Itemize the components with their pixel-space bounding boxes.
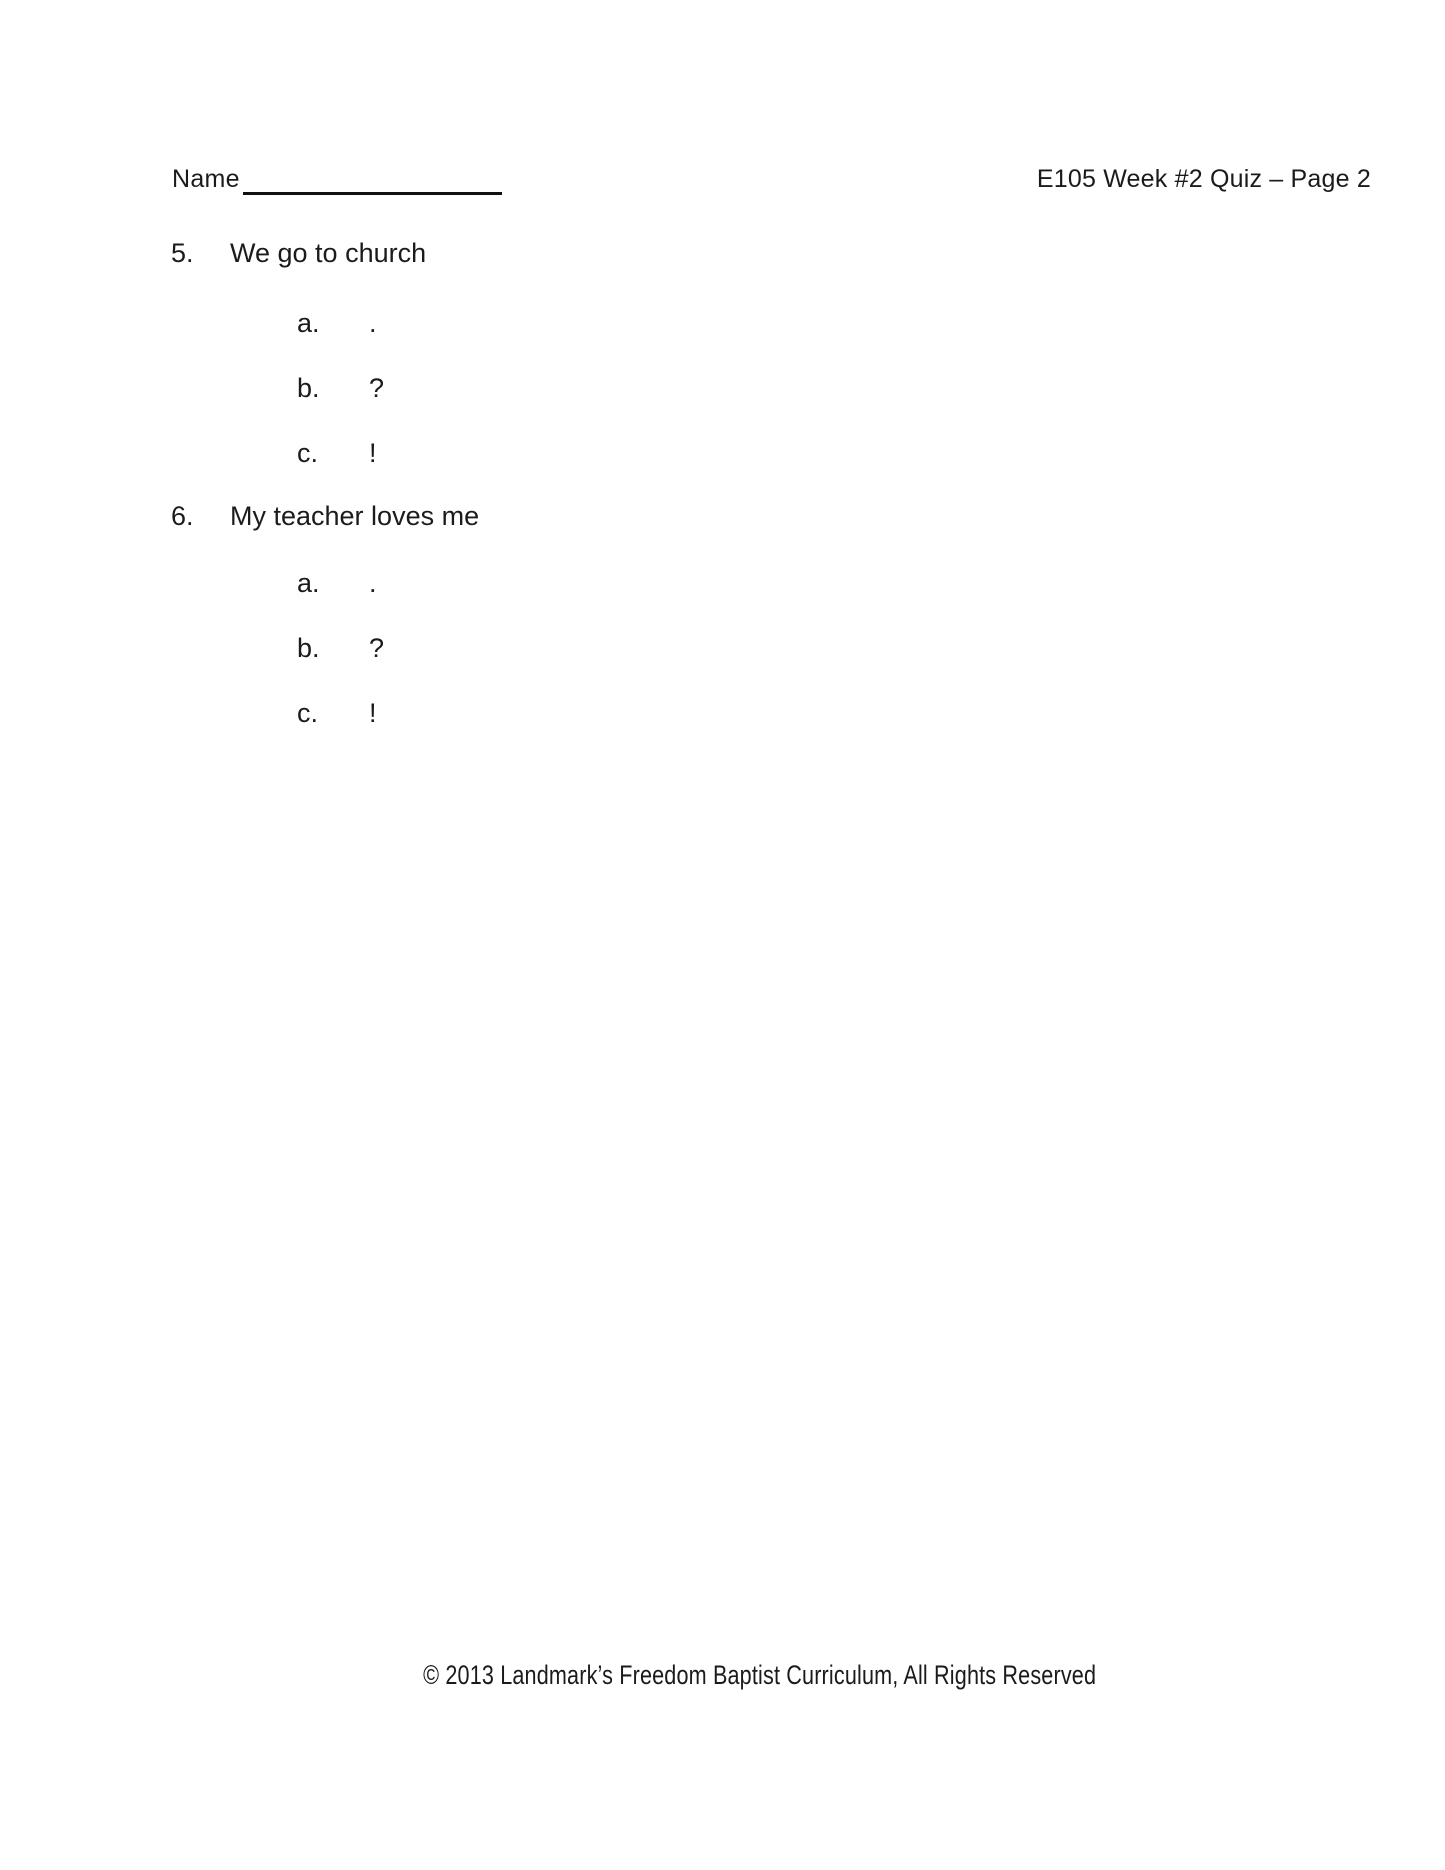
option-label: c. xyxy=(297,698,319,728)
option-value: . xyxy=(369,568,377,598)
option-value: ? xyxy=(369,633,385,663)
question-5 xyxy=(171,238,426,269)
name-blank-line xyxy=(243,192,502,195)
page-header-title: E105 Week #2 Quiz – Page 2 xyxy=(1036,165,1371,193)
option-label: b. xyxy=(297,373,320,403)
option-label: a. xyxy=(297,568,320,598)
option-value: ! xyxy=(369,698,377,728)
option-value: . xyxy=(369,308,377,338)
option-value: ? xyxy=(369,373,385,403)
question-text: My teacher loves me xyxy=(230,501,480,531)
question-6 xyxy=(171,501,479,532)
question-6-option-b xyxy=(297,633,384,664)
question-number: 6. xyxy=(171,501,194,531)
question-5-option-a xyxy=(297,308,377,339)
footer xyxy=(75,1660,1445,1691)
question-5-option-c xyxy=(297,438,377,469)
question-number: 5. xyxy=(171,238,194,268)
question-6-option-c xyxy=(297,698,377,729)
option-label: b. xyxy=(297,633,320,663)
copyright-text: © 2013 Landmark’s Freedom Baptist Curriculum, All Rights Reserved xyxy=(423,1660,1097,1690)
option-value: ! xyxy=(369,438,377,468)
question-text: We go to church xyxy=(230,238,427,268)
name-label: Name xyxy=(172,165,240,193)
question-6-option-a xyxy=(297,568,377,599)
option-label: c. xyxy=(297,438,319,468)
option-label: a. xyxy=(297,308,320,338)
question-5-option-b xyxy=(297,373,384,404)
